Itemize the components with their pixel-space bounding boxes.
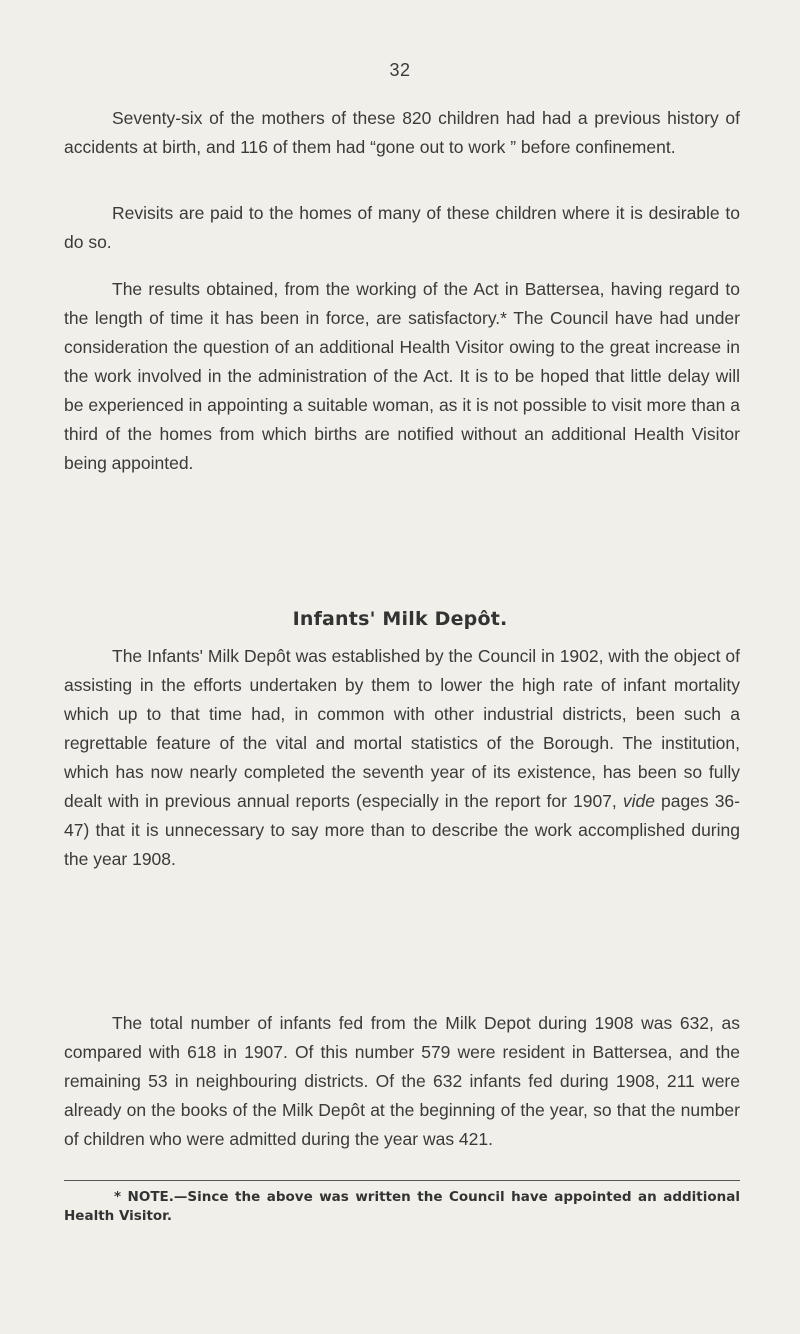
vide-reference: vide	[622, 791, 655, 811]
paragraph-text-part: pages 36-47) that it is unnecessary to say more than to describe the work accomplished during the year 1908.	[64, 791, 740, 869]
paragraph-revisits: Revisits are paid to the homes of many of these children where it is desirable to do so.	[64, 203, 740, 252]
footnote: * NOTE.—Since the above was written the Council have appointed an additional Health Visitor.	[64, 1189, 740, 1224]
footnote-divider	[64, 1180, 740, 1181]
paragraph-text-part: The Infants' Milk Depôt was established by the Council in 1902, with the object of assisting in the efforts undertaken by them to lower the high rate of infant mortality which up to that time had, in common with other industrial districts, been such a regrettable feature of the vital and mortal statistics of the Borough. The institution, which has now nearly completed the seventh year of its existence, has been so fully dealt with in previous annual reports (especially in the report for 1907,	[64, 646, 740, 811]
paragraph-act-results: The results obtained, from the working of the Act in Battersea, having regard to the length of time it has been in force, are satisfactory.* The Council have had under consideration the question of an additional Health Visitor owing to the great increase in the work involved in the administration of the Act. It is to be hoped that little delay will be experienced in appointing a suitable woman, as it is not possible to visit more than a third of the homes from which births are notified without an additional Health Visitor being appointed.	[64, 279, 740, 473]
paragraph-infants-fed: The total number of infants fed from the Milk Depot during 1908 was 632, as compared with 618 in 1907. Of this number 579 were resident in Battersea, and the remaining 53 in neighbouring districts. Of the 632 infants fed during 1908, 211 were already on the books of the Milk Depôt at the beginning of the year, so that the number of children who were admitted during the year was 421.	[64, 1013, 740, 1149]
paragraph-mothers-history: Seventy-six of the mothers of these 820 children had had a previous history of accidents at birth, and 116 of them had “gone out to work ” before confinement.	[64, 108, 740, 157]
paragraph-milk-depot-history	[64, 642, 740, 874]
page-number: 32	[389, 60, 411, 80]
section-heading-milk-depot: Infants' Milk Depôt.	[292, 608, 508, 630]
